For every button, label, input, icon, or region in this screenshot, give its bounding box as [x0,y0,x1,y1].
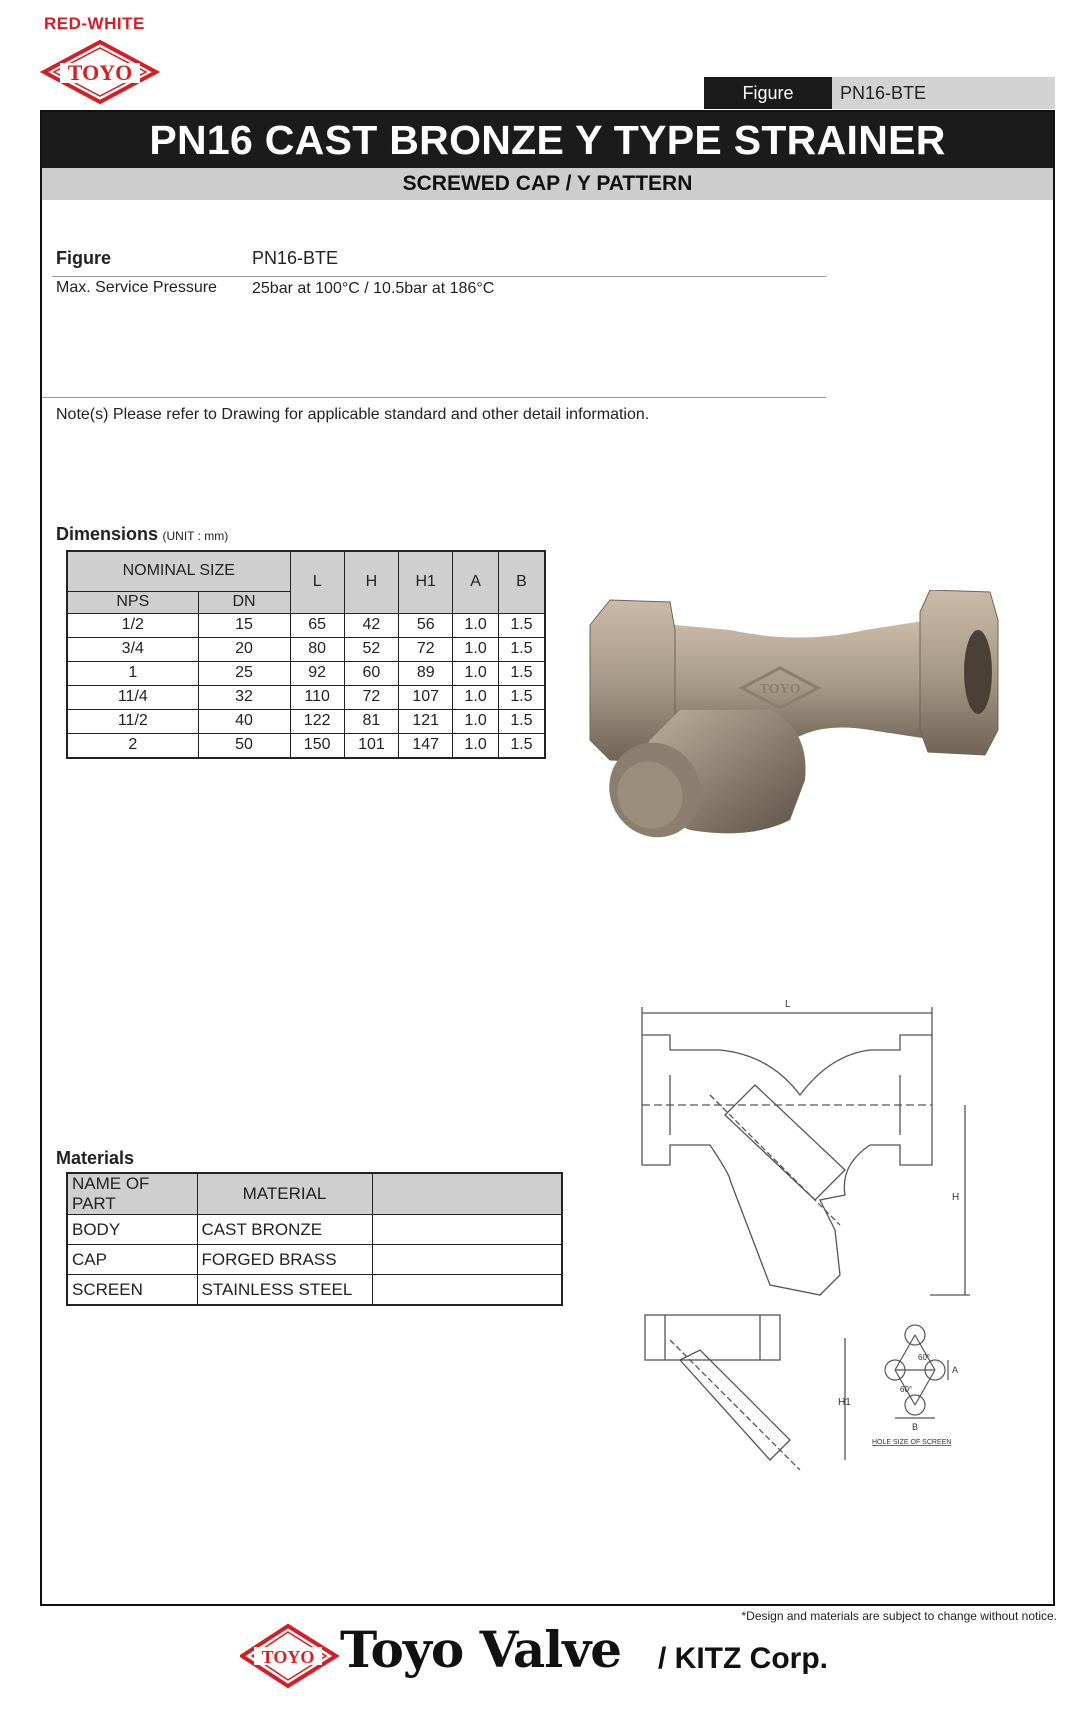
mat-row [67,1275,562,1306]
dim-cell: 1.0 [453,637,499,661]
dim-header-A: A [453,551,499,613]
dim-cell: 1.5 [498,613,545,637]
dim-cell: 1 [67,661,198,685]
materials-title: Materials [56,1148,135,1168]
spec-figure-value: PN16-BTE [252,248,339,268]
dim-cell: 92 [290,661,344,685]
figure-tag-value: PN16-BTE [832,77,1055,109]
dimensions-unit: (UNIT : mm) [162,529,229,543]
materials-table [66,1172,563,1306]
dim-cell: 11/4 [67,685,198,709]
dim-cell: 1.5 [498,661,545,685]
mat-cell: SCREEN [67,1275,197,1306]
dimensions-table [66,550,546,759]
dim-cell: 80 [290,637,344,661]
toyo-diamond-logo-icon [38,12,168,112]
dim-cell: 72 [344,685,398,709]
toyo-footer-logo-icon [240,1622,340,1692]
mat-cell: FORGED BRASS [197,1245,372,1275]
dim-cell: 81 [344,709,398,733]
dim-cell: 107 [399,685,453,709]
emboss-logo-text: TOYO [759,682,801,697]
mat-header-part: NAME OF PART [67,1173,197,1215]
logo-top-text: TOYO [67,60,133,85]
dim-cell: 1/2 [67,613,198,637]
figure-tag [704,77,1055,109]
spec-pressure-value: 25bar at 100°C / 10.5bar at 186°C [252,280,495,297]
mat-header-extra [372,1173,562,1215]
dim-cell: 110 [290,685,344,709]
dim-header-B: B [498,551,545,613]
dim-cell: 32 [198,685,290,709]
strainer-product-photo [580,590,1020,920]
mat-row [67,1245,562,1275]
dim-cell: 65 [290,613,344,637]
mat-cell [372,1245,562,1275]
mat-cell: CAP [67,1245,197,1275]
dim-label-A: A [952,1365,959,1375]
dim-header-dn: DN [198,591,290,613]
footer-disclaimer: *Design and materials are subject to change without notice. [741,1609,1057,1623]
dim-cell: 1.0 [453,661,499,685]
dim-cell: 72 [399,637,453,661]
dim-header-H1: H1 [399,551,453,613]
dim-cell: 42 [344,613,398,637]
dim-cell: 1.5 [498,733,545,758]
dim-cell: 3/4 [67,637,198,661]
dim-cell: 121 [399,709,453,733]
footer-corp: / KITZ Corp. [658,1642,828,1675]
angle-label-60: 60° [918,1353,931,1362]
dim-label-L: L [785,999,791,1010]
dim-cell: 1.0 [453,733,499,758]
dim-label-B: B [912,1422,919,1432]
mat-cell: BODY [67,1215,197,1245]
dim-cell: 101 [344,733,398,758]
angle-label-60b: 60° [900,1385,913,1394]
dim-cell: 56 [399,613,453,637]
page-subtitle: SCREWED CAP / Y PATTERN [42,168,1053,200]
dim-cell: 1.0 [453,709,499,733]
dim-cell: 25 [198,661,290,685]
mat-row [67,1215,562,1245]
hole-size-caption: HOLE SIZE OF SCREEN [872,1439,952,1446]
dim-cell: 40 [198,709,290,733]
spec-note: Note(s) Please refer to Drawing for applicable standard and other detail information. [56,406,650,423]
mat-cell: STAINLESS STEEL [197,1275,372,1306]
dim-cell: 150 [290,733,344,758]
dim-cell: 147 [399,733,453,758]
dim-cell: 60 [344,661,398,685]
spec-pressure-label: Max. Service Pressure [56,279,217,296]
dim-cell: 20 [198,637,290,661]
footer-brand-name: Toyo Valve [340,1620,622,1679]
dim-row [67,661,545,685]
dim-row [67,733,545,758]
dim-cell: 89 [399,661,453,685]
footer-brand [240,1620,860,1700]
page-title: PN16 CAST BRONZE Y TYPE STRAINER [42,112,1053,168]
dim-cell: 50 [198,733,290,758]
dim-cell: 1.0 [453,685,499,709]
brand-top-text: RED-WHITE [44,14,145,33]
footer-logo-text: TOYO [261,1647,315,1667]
dim-row [67,613,545,637]
toyo-logo-top [38,12,168,112]
spec-divider [52,276,826,277]
dim-cell: 1.5 [498,685,545,709]
strainer-section-drawing [630,995,980,1305]
dim-cell: 52 [344,637,398,661]
dim-label-H: H [952,1192,960,1203]
dimensions-heading [56,524,228,545]
dim-row [67,637,545,661]
dim-header-L: L [290,551,344,613]
dim-row [67,709,545,733]
mat-cell [372,1275,562,1306]
dim-header-H: H [344,551,398,613]
hole-size-diagram [870,1320,970,1450]
mat-header-material: MATERIAL [197,1173,372,1215]
dim-cell: 122 [290,709,344,733]
dim-cell: 1.5 [498,709,545,733]
dim-cell: 1.5 [498,637,545,661]
dim-cell: 11/2 [67,709,198,733]
dim-cell: 2 [67,733,198,758]
dim-cell: 1.0 [453,613,499,637]
dim-header-nominal-size: NOMINAL SIZE [67,551,290,591]
figure-tag-label: Figure [704,77,832,109]
strainer-side-drawing [640,1300,860,1470]
spec-figure-label: Figure [56,248,112,268]
dim-cell: 15 [198,613,290,637]
dim-header-nps: NPS [67,591,198,613]
mat-cell: CAST BRONZE [197,1215,372,1245]
dim-row [67,685,545,709]
dimensions-title: Dimensions [56,524,159,544]
spec-divider-bottom [42,397,826,398]
dim-label-H1: H1 [838,1397,851,1408]
mat-cell [372,1215,562,1245]
